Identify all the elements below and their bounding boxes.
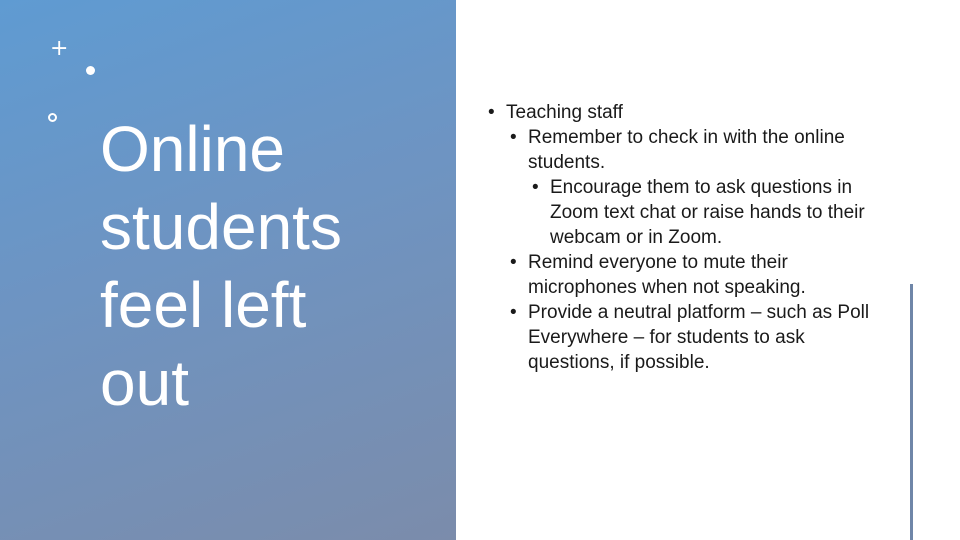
title-line: out xyxy=(100,347,189,419)
bullet-text: Provide a neutral platform – such as Poll Everywhere – for students to ask questions, if possible. xyxy=(528,302,870,373)
title-line: feel left xyxy=(100,269,307,341)
bullet-item-check-in xyxy=(506,125,884,250)
title-line: Online xyxy=(100,113,285,185)
bullet-text: Encourage them to ask questions in Zoom text chat or raise hands to their webcam or in Zoom. xyxy=(550,177,865,248)
bullet-text: Remind everyone to mute their microphones when not speaking. xyxy=(528,252,806,298)
bullet-item-neutral-platform xyxy=(506,300,884,375)
bullet-list xyxy=(484,100,884,375)
bullet-text: Teaching staff xyxy=(506,102,623,123)
plus-icon: + xyxy=(50,36,69,61)
dot-icon xyxy=(86,66,95,75)
ring-icon xyxy=(48,113,57,122)
slide-title xyxy=(100,110,440,422)
title-line: students xyxy=(100,191,342,263)
bullet-item-mute xyxy=(506,250,884,300)
bullet-item-teaching-staff xyxy=(484,100,884,375)
accent-divider-line xyxy=(910,284,913,540)
bullet-text: Remember to check in with the online students. xyxy=(528,127,845,173)
bullet-item-encourage xyxy=(528,175,884,250)
title-panel xyxy=(0,0,456,540)
